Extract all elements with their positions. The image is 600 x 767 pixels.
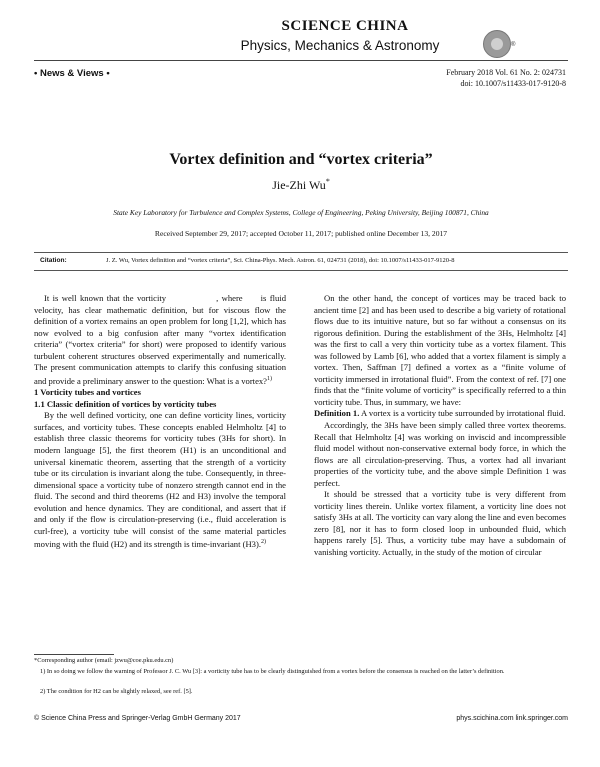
header-rule	[34, 60, 568, 61]
section-heading-1: 1 Vorticity tubes and vortices	[34, 387, 141, 398]
journal-title: SCIENCE CHINA	[281, 18, 409, 34]
intro-paragraph: It is well known that the vorticity , where is fluid velocity, has clear mathematic definition, but for viscous flow the definition of a vortex remains an open problem for long [1,2], which has now evolved to a big confusion after many “vortex identification criteria” (“vortex criteria” for short) were proposed to identify various turbulent coherent structures observed experimentally and numerically. The present communication attempts to clarify this confusing situation and provide a preliminary answer to the question: What is a vortex?$^{1)}$	[34, 293, 286, 386]
citation-rule-top	[34, 252, 568, 253]
corresponding-author-note: *Corresponding author (email: jzwu@coe.pku.edu.cn)	[34, 657, 174, 664]
journal-subtitle: Physics, Mechanics & Astronomy	[240, 38, 440, 53]
left-column	[34, 293, 286, 551]
history-paragraph: On the other hand, the concept of vortices may be traced back to ancient time [2] and has been used to describe a big variety of rotational flows due to its intuitive nature, but so far without a consensus on its rigorous definition. During the establishment of the 3Hs, Helmholtz [4] was the first to call a very thin vorticity tube as a vortex filament. This was followed by Lamb [6], who added that a vortex filament is simply a vortex. Then, Saffman [7] defined a vortex as a “finite volume of vorticity immersed in irrotational fluid”. From the context of ref. [7] one finds that the “finite volume of vorticity” is specifically referred to a thin vorticity tube. Thus, in summary, we have:	[314, 293, 566, 407]
registered-mark: ®	[511, 42, 516, 48]
section-tag: • News & Views •	[34, 68, 110, 79]
doi-line[interactable]: doi: 10.1007/s11433-017-9120-8	[460, 79, 566, 88]
article-title: Vortex definition and “vortex criteria”	[169, 151, 433, 168]
right-column	[314, 293, 566, 559]
three-theorems-paragraph: Accordingly, the 3Hs have been simply called three vortex theorems. Recall that Helmholtz [4] was working on inviscid and incompressible fluid model without non-conservative external body force, in which the flows are all circulation-preserving. Thus, a vortex had all invariant properties of the vorticity tube, and the above simple Definition 1 was perfect.	[314, 420, 566, 488]
citation-rule-bottom	[34, 270, 568, 271]
affiliation: State Key Laboratory for Turbulence and Complex Systems, College of Engineering, Peking University, Beijing 100871, China	[113, 208, 489, 217]
author-name: Jie-Zhi Wu	[272, 178, 326, 192]
definition-1: Definition 1. A vortex is a vorticity tube surrounded by irrotational fluid.	[314, 408, 566, 419]
definition-label: Definition 1.	[314, 408, 360, 419]
footer-links[interactable]: phys.scichina.com link.springer.com	[456, 715, 568, 722]
footnote-1: 1) In so doing we follow the warning of Professor J. C. Wu [3]: a vorticity tube has to be clearly distinguished from a vortex before the consensus is reached on the latter’s definition.	[40, 668, 505, 675]
footnote-2: 2) The condition for H2 can be slightly relaxed, see ref. [5].	[40, 688, 193, 695]
issue-line: February 2018 Vol. 61 No. 2: 024731	[446, 68, 566, 77]
helmholtz-paragraph: By the well defined vorticity, one can define vorticity lines, vorticity surfaces, and vorticity tubes. These concepts enabled Helmholtz [4] to establish three classic theorems for vorticity tubes (3Hs for short). In modern language [5], the first theorem (H1) is an unconditional and universal kinematic theorem, asserting that the strength of a vorticity tube or its circulation is invariant along the tube. Consequently, in three-dimensional space a vorticity tube of nonzero strength cannot end in the fluid. The second and third theorems (H2 and H3) involve the temporal evolution and hence dynamics. They are conditional, and assert that if and only if the flow is circulation-preserving (i.e., fluid acceleration is curl-free), a vorticity tube will consist of the same material particles moving with the fluid (H2) and its strength is time-invariant (H3).$^{2)}$	[34, 410, 286, 550]
footnote-rule	[34, 654, 114, 655]
vorticity-line-paragraph: It should be stressed that a vorticity tube is very different from vorticity lines therein. Unlike vortex filament, a vorticity line does not satisfy 3Hs at all. The vorticity can vary along the line and even becomes zero [8], nor it has to form closed loop in unbounded fluid, which happens rarely [5]. Thus, a vorticity tube may have a subdomain of vanishing vorticity. Actually, in the study of the motion of circular	[314, 489, 566, 558]
publication-dates: Received September 29, 2017; accepted October 11, 2017; published online December 13, 2017	[154, 229, 448, 238]
author-line	[34, 177, 568, 193]
copyright: © Science China Press and Springer-Verlag GmbH Germany 2017	[34, 715, 241, 722]
logo-center-icon	[491, 38, 503, 50]
journal-logo-icon	[483, 30, 511, 58]
citation-text: J. Z. Wu, Vortex definition and “vortex criteria”, Sci. China-Phys. Mech. Astron. 61, 024731 (2018), doi: 10.1007/s11433-017-9120-8	[106, 257, 455, 264]
author-mark: *	[325, 177, 330, 186]
citation-label: Citation:	[40, 257, 67, 264]
issue-info	[330, 67, 566, 89]
subsection-heading-1-1: 1.1 Classic definition of vortices by vorticity tubes	[34, 398, 217, 409]
